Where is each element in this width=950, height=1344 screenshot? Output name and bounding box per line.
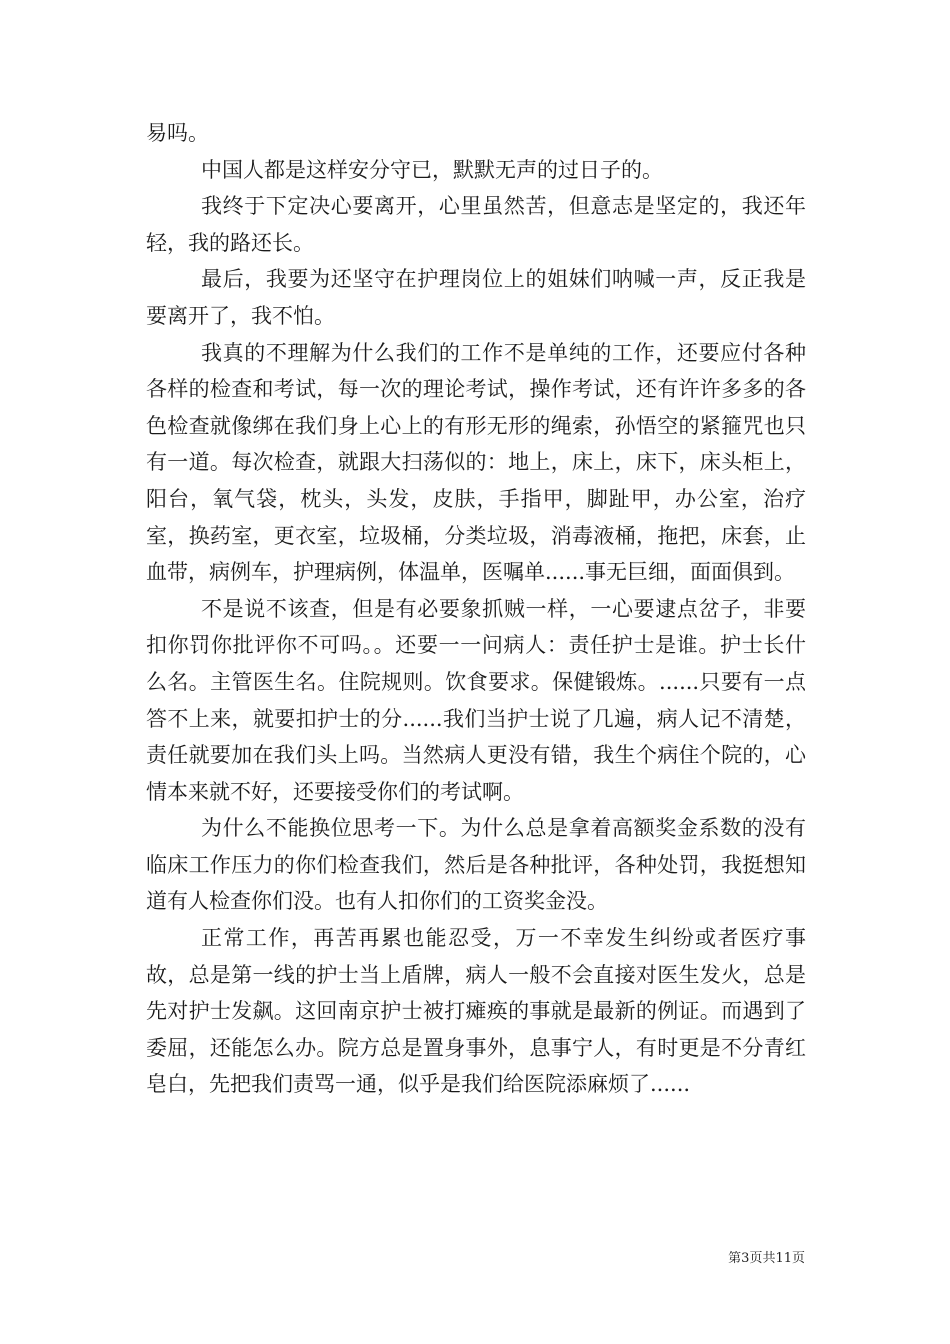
paragraph: 最后，我要为还坚守在护理岗位上的姐妹们呐喊一声，反正我是要离开了，我不怕。 [146,267,806,328]
paragraph: 不是说不该查，但是有必要象抓贼一样，一心要逮点岔子，非要扣你罚你批评你不可吗。。还要一一问病人：责任护士是谁。护士长什么名。主管医生名。住院规则。饮食要求。保健锻炼。......只要有一点答不上来，就要扣护士的分......我们当护士说了几遍，病人记不清楚，责任就要加在我们头上吗。当然病人更没有错，我生个病住个院的，心情本来就不好，还要接受你们的考试啊。 [146,596,806,804]
document-body [146,115,806,1103]
paragraph: 为什么不能换位思考一下。为什么总是拿着高额奖金系数的没有临床工作压力的你们检查我们，然后是各种批评，各种处罚，我挺想知道有人检查你们没。也有人扣你们的工资奖金没。 [146,816,806,914]
paragraph: 中国人都是这样安分守已，默默无声的过日子的。 [201,157,663,182]
paragraph: 我终于下定决心要离开，心里虽然苦，但意志是坚定的，我还年轻，我的路还长。 [146,194,806,255]
paragraph: 正常工作，再苦再累也能忍受，万一不幸发生纠纷或者医疗事故，总是第一线的护士当上盾牌，病人一般不会直接对医生发火，总是先对护士发飙。这回南京护士被打瘫痪的事就是最新的例证。而遇到了委屈，还能怎么办。院方总是置身事外，息事宁人，有时更是不分青红皂白，先把我们责骂一通，似乎是我们给医院添麻烦了...... [146,926,806,1097]
paragraph-continuation: 易吗。 [146,121,209,145]
page-number-footer: 第3页共11页 [728,1251,805,1266]
paragraph: 我真的不理解为什么我们的工作不是单纯的工作，还要应付各种各样的检查和考试，每一次的理论考试，操作考试，还有许许多多的各色检查就像绑在我们身上心上的有形无形的绳索，孙悟空的紧箍咒也只有一道。每次检查，就跟大扫荡似的：地上，床上，床下，床头柜上，阳台，氧气袋，枕头，头发，皮肤，手指甲，脚趾甲，办公室，治疗室，换药室，更衣室，垃圾桶，分类垃圾，消毒液桶，拖把，床套，止血带，病例车，护理病例，体温单，医嘱单......事无巨细，面面俱到。 [146,340,806,585]
